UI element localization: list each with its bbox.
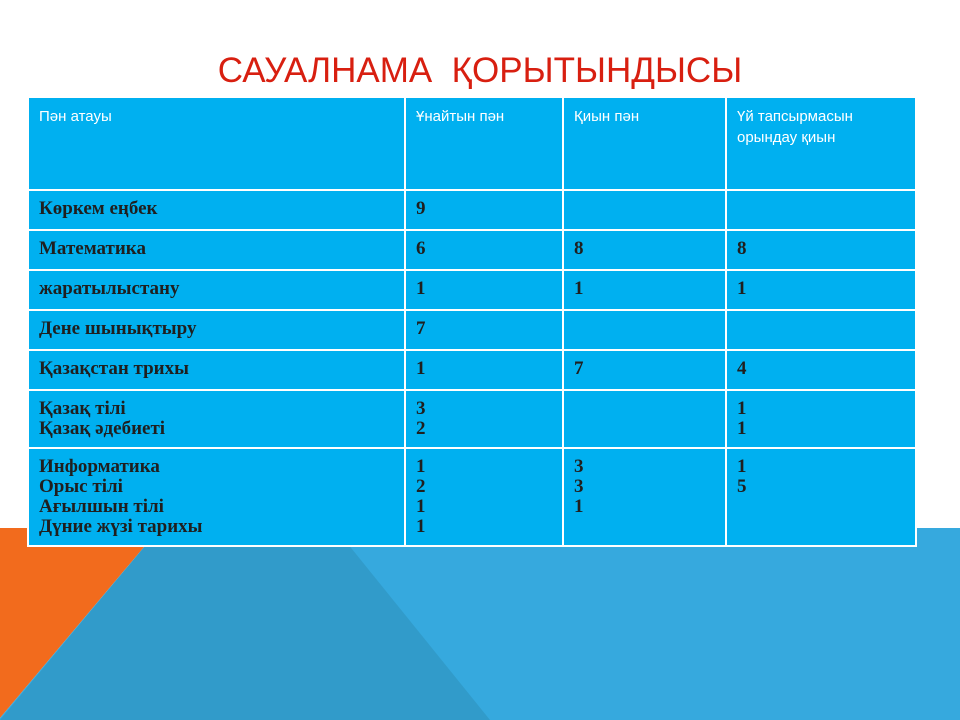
- homework-count: 4: [737, 358, 747, 379]
- hard-count: 7: [574, 358, 584, 379]
- homework-count-cell: [726, 270, 916, 310]
- liked-count-cell: [405, 390, 563, 448]
- table-row: [28, 390, 916, 448]
- slide-title: САУАЛНАМА ҚОРЫТЫНДЫСЫ: [217, 51, 743, 90]
- hard-count-cell: [563, 190, 726, 230]
- liked-count: 2: [416, 476, 426, 497]
- homework-count: 8: [737, 238, 747, 259]
- table-row: [28, 350, 916, 390]
- liked-count: 9: [416, 198, 426, 219]
- subject-name: жаратылыстану: [39, 278, 180, 299]
- homework-count: 1: [737, 278, 747, 299]
- subject-cell: [28, 230, 405, 270]
- homework-count: 1: [737, 456, 747, 477]
- hard-count-cell: [563, 448, 726, 546]
- subject-name: Көркем еңбек: [39, 198, 158, 219]
- liked-count-cell: [405, 310, 563, 350]
- subject-cell: [28, 350, 405, 390]
- hard-count: 8: [574, 238, 584, 259]
- homework-count-cell: [726, 390, 916, 448]
- table-row: [28, 310, 916, 350]
- homework-count-cell: [726, 190, 916, 230]
- liked-count-cell: [405, 230, 563, 270]
- hard-count-cell: [563, 390, 726, 448]
- liked-count-cell: [405, 190, 563, 230]
- hard-count-cell: [563, 270, 726, 310]
- survey-results-table: [27, 96, 917, 547]
- liked-count: 1: [416, 456, 426, 477]
- liked-count-cell: [405, 350, 563, 390]
- subject-name: Орыс тілі: [39, 476, 123, 497]
- liked-count: 1: [416, 358, 426, 379]
- hard-count: 1: [574, 496, 584, 517]
- subject-name: Дүние жүзі тарихы: [39, 516, 203, 537]
- subject-cell: [28, 190, 405, 230]
- liked-count: 1: [416, 278, 426, 299]
- liked-count: 1: [416, 496, 426, 517]
- table-row: [28, 190, 916, 230]
- homework-count-cell: [726, 350, 916, 390]
- subject-cell: [28, 448, 405, 546]
- liked-count: 1: [416, 516, 426, 537]
- subject-name: Дене шынықтыру: [39, 318, 197, 339]
- homework-count-cell: [726, 448, 916, 546]
- homework-count: 1: [737, 418, 747, 439]
- homework-count-cell: [726, 230, 916, 270]
- subject-name: Математика: [39, 238, 146, 259]
- liked-count: 3: [416, 398, 426, 419]
- hard-count-cell: [563, 310, 726, 350]
- liked-count: 2: [416, 418, 426, 439]
- hard-count: 3: [574, 456, 584, 477]
- hard-count-cell: [563, 230, 726, 270]
- hard-count-cell: [563, 350, 726, 390]
- table-row: [28, 448, 916, 546]
- subject-name: Информатика: [39, 456, 160, 477]
- homework-count: 1: [737, 398, 747, 419]
- hard-count: 3: [574, 476, 584, 497]
- subject-name: Қазақ тілі: [39, 398, 126, 419]
- header-subject-name: Пән атауы: [28, 97, 405, 190]
- liked-count: 7: [416, 318, 426, 339]
- subject-name: Қазақстан трихы: [39, 358, 189, 379]
- subject-cell: [28, 310, 405, 350]
- table-row: [28, 270, 916, 310]
- liked-count: 6: [416, 238, 426, 259]
- table-header-row: [28, 97, 916, 190]
- hard-count: 1: [574, 278, 584, 299]
- header-liked-subject: Ұнайтын пән: [405, 97, 563, 190]
- table-row: [28, 230, 916, 270]
- header-hard-homework: Үй тапсырмасын орындау қиын: [726, 97, 916, 190]
- subject-cell: [28, 390, 405, 448]
- header-hard-subject: Қиын пән: [563, 97, 726, 190]
- liked-count-cell: [405, 448, 563, 546]
- homework-count: 5: [737, 476, 747, 497]
- subject-cell: [28, 270, 405, 310]
- homework-count-cell: [726, 310, 916, 350]
- table-body: [28, 190, 916, 546]
- subject-name: Қазақ әдебиеті: [39, 418, 166, 439]
- liked-count-cell: [405, 270, 563, 310]
- subject-name: Ағылшын тілі: [39, 496, 164, 517]
